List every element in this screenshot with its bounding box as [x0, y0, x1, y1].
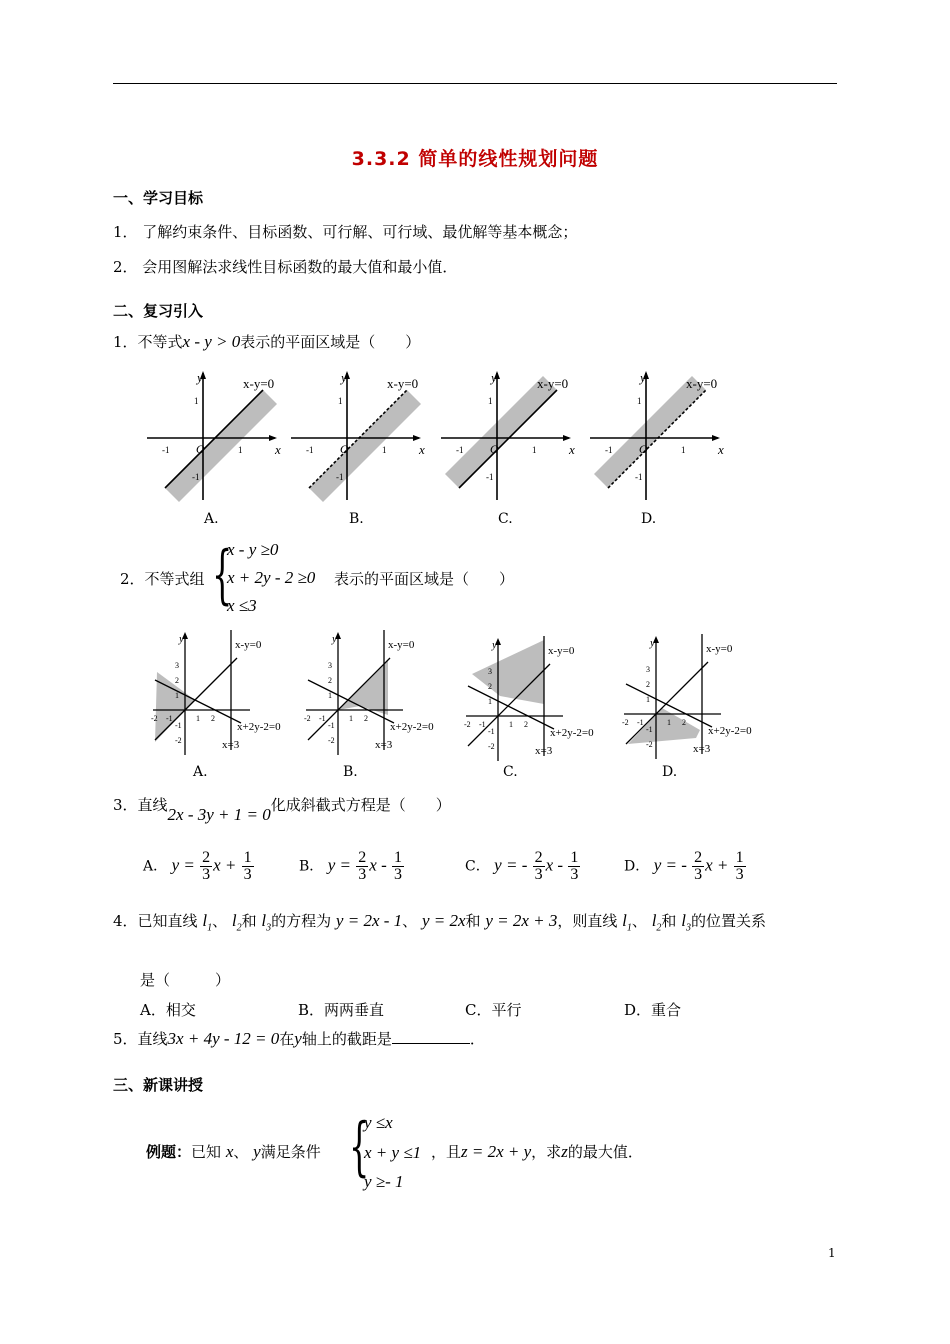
q1-math: x - y > 0	[182, 332, 241, 351]
page-title: 3.3.2 简单的线性规划问题	[351, 148, 599, 170]
q1-prefix: 1．不等式	[113, 333, 183, 351]
q3-intercept-denominator: 3	[735, 866, 744, 883]
q1-fig-3-shaded-region	[445, 376, 557, 488]
q2-fig-1-tick-y-2: 2	[175, 676, 179, 685]
example-end: 的最大值．	[567, 1143, 643, 1161]
q3-intercept	[242, 850, 254, 883]
example-z: z	[561, 1142, 568, 1161]
q3-suffix: 化成斜截式方程是（ ）	[270, 796, 451, 814]
q2-fig-4-tick-y-3: 1	[646, 695, 650, 704]
q2-fig-3-tick-y-3: 1	[488, 697, 492, 706]
q2-fig-1-tick-x-3: 1	[196, 714, 200, 723]
q3-option-lhs: y = -	[494, 855, 532, 875]
q3-math: 2x - 3y + 1 = 0	[167, 805, 271, 824]
q2-fig-4-tick-x-2: -1	[637, 718, 644, 727]
example-cond: 满足条件	[260, 1143, 321, 1161]
q4-eq2: y = 2x	[421, 911, 466, 930]
q3-option-lhs: y = -	[653, 855, 692, 875]
q3-slope-denominator: 3	[694, 866, 703, 883]
q4-post: ，则直线	[557, 912, 618, 930]
q2-fig-2-tick-y-3: 1	[328, 691, 332, 700]
q3-intercept-numerator: 1	[570, 849, 579, 866]
q2-fig-2-tick-y-5: -2	[328, 736, 335, 745]
q1-fig-3-tick-x-neg: -1	[456, 445, 464, 455]
q2-fig-1-tick-x-2: -1	[166, 714, 173, 723]
q3-option-d	[624, 850, 747, 883]
q3-slope-numerator: 2	[202, 849, 211, 866]
question-4	[113, 910, 766, 933]
q2-fig-1-label-x-minus-y: x-y=0	[235, 639, 262, 651]
example-pre: 已知	[191, 1143, 222, 1161]
q4-l3b: $l_3$	[681, 911, 691, 934]
q2-fig-2-tick-y-4: -1	[328, 721, 335, 730]
question-5	[113, 1028, 485, 1049]
header-rule	[113, 83, 837, 84]
q3-option-mid: x -	[545, 855, 568, 875]
q3-intercept	[568, 850, 580, 883]
q2-fig-3-tick-x-3: 1	[509, 720, 513, 729]
q3-intercept-denominator: 3	[243, 866, 252, 883]
q2-fig-2-tick-x-2: -1	[319, 714, 326, 723]
q1-fig-3-line-label: x-y=0	[537, 376, 569, 391]
q1-fig-2-tick-x-neg: -1	[306, 445, 314, 455]
q1-fig-3-x-label: x	[569, 442, 575, 457]
q4-option-b: B．两两垂直	[298, 1001, 385, 1019]
q1-fig-3-x-arrow	[563, 435, 571, 441]
q1-fig-3-origin-label: O	[490, 442, 499, 456]
q1-fig-2-origin-label: O	[340, 442, 349, 456]
q2-fig-2-label-x-minus-y: x-y=0	[388, 639, 415, 651]
q2-fig-4-tick-y-1: 3	[646, 665, 650, 674]
goal-item-1: 1． 了解约束条件、目标函数、可行解、可行域、最优解等基本概念；	[113, 223, 578, 241]
q2-fig-2-tick-x-3: 1	[349, 714, 353, 723]
example-tail	[431, 1141, 643, 1162]
q2-ineq-2: x + 2y - 2 ≥0	[227, 568, 316, 587]
q2-fig-2-label-x-eq-3: x=3	[375, 739, 393, 751]
q1-fig-4-x-arrow	[712, 435, 720, 441]
q1-fig-2-y-label: y	[341, 370, 347, 385]
q1-fig-4-shaded-region	[594, 376, 706, 488]
q1-fig-2-x-arrow	[413, 435, 421, 441]
q1-fig-2-tick-x-pos: 1	[382, 445, 387, 455]
q2-brace: {	[212, 538, 233, 612]
q2-fig-4-tick-x-1: -2	[622, 718, 629, 727]
example-objective: z = 2x + y	[461, 1142, 532, 1161]
q2-fig-1-label-x-plus-2y: x+2y-2=0	[237, 721, 281, 733]
q1-fig-1-shaded-region	[165, 390, 277, 502]
q2-fig-1-tick-x-4: 2	[211, 714, 215, 723]
q2-fig-4-y-label: y	[650, 637, 655, 649]
q2-suffix: 表示的平面区域是（ ）	[334, 570, 515, 588]
q4-option-c: C．平行	[465, 1001, 522, 1019]
q4-and-3: 和	[661, 912, 677, 930]
q3-slope	[200, 850, 212, 883]
q2-fig-1-tick-x-1: -2	[151, 714, 158, 723]
q2-fig-1-label-x-eq-3: x=3	[222, 739, 240, 751]
q3-intercept-numerator: 1	[243, 849, 252, 866]
q1-fig-2-tick-y-neg: -1	[336, 472, 344, 482]
q2-fig-4-tick-y-5: -2	[646, 740, 653, 749]
q1-fig-3-tick-y-neg: -1	[486, 472, 494, 482]
q3-slope	[356, 850, 368, 883]
q2-fig-3-tick-y-4: -1	[488, 727, 495, 736]
q2-fig-3-shaded-region	[472, 640, 544, 704]
q1-figures	[0, 360, 950, 530]
q2-fig-3-tick-y-5: -2	[488, 742, 495, 751]
q3-slope	[692, 850, 704, 883]
q4-sep: 、	[212, 912, 228, 930]
q1-fig-2-line-label: x-y=0	[387, 376, 419, 391]
q1-fig-4-origin-label: O	[639, 442, 648, 456]
q2-fig-2-label-x-plus-2y: x+2y-2=0	[390, 721, 434, 733]
q3-slope-numerator: 2	[358, 849, 367, 866]
q5-end: ．	[469, 1030, 485, 1048]
q2-fig-3-label-x-minus-y: x-y=0	[548, 645, 575, 657]
q1-fig-2-x-label: x	[419, 442, 425, 457]
example-cond-3: y ≥- 1	[364, 1172, 404, 1191]
q3-option-b	[299, 850, 405, 883]
example-label: 例题：	[146, 1143, 192, 1161]
q2-option-c: C.	[503, 764, 518, 780]
q3-option-label: C．	[465, 858, 495, 875]
q2-fig-3-tick-y-1: 3	[488, 667, 492, 676]
q2-fig-2-tick-y-2: 2	[328, 676, 332, 685]
q4-eq1: y = 2x - 1	[335, 911, 403, 930]
q1-fig-4-y-label: y	[640, 370, 646, 385]
q2-fig-3-tick-x-1: -2	[464, 720, 471, 729]
example-y: y	[253, 1142, 261, 1161]
q2-fig-2-tick-x-1: -2	[304, 714, 311, 723]
q3-option-label: A．	[143, 858, 172, 875]
q1-fig-4-tick-x-pos: 1	[681, 445, 686, 455]
q4-line2: 是（ ）	[140, 971, 231, 989]
q3-intercept-denominator: 3	[394, 866, 402, 883]
example-x: x	[225, 1142, 234, 1161]
q3-intercept-numerator: 1	[394, 849, 402, 866]
q1-fig-4-line-label: x-y=0	[686, 376, 718, 391]
q1-fig-1-tick-x-pos: 1	[238, 445, 243, 455]
q2-fig-1-y-label: y	[179, 633, 184, 645]
q4-eq3: y = 2x + 3	[485, 911, 558, 930]
q2-fig-3-tick-y-2: 2	[488, 682, 492, 691]
q2-fig-3-y-label: y	[492, 639, 497, 651]
example-mid: ，且	[431, 1143, 462, 1161]
q5-var: y	[294, 1029, 302, 1048]
q2-ineq-3: x ≤3	[227, 596, 257, 615]
q2-fig-2-tick-x-4: 2	[364, 714, 368, 723]
q1-fig-1-tick-y-neg: -1	[192, 472, 200, 482]
q4-prefix: 4．已知直线	[113, 912, 198, 930]
q1-fig-1-x-label: x	[275, 442, 281, 457]
q2-fig-3-label-x-eq-3: x=3	[535, 745, 553, 757]
q2-fig-2-y-label: y	[332, 633, 337, 645]
q1-fig-2-shaded-region	[309, 390, 421, 502]
q2-fig-4-tick-x-3: 1	[667, 718, 671, 727]
q1-suffix: 表示的平面区域是（ ）	[240, 333, 421, 351]
q1-fig-4-tick-x-neg: -1	[605, 445, 613, 455]
q3-option-a	[143, 850, 255, 883]
q2-fig-4-label-x-minus-y: x-y=0	[706, 643, 733, 655]
page-number: 1	[828, 1246, 836, 1260]
q2-fig-4-tick-y-4: -1	[646, 725, 653, 734]
q5-mid: 在	[279, 1030, 295, 1048]
q4-option-d: D．重合	[624, 1001, 682, 1019]
goal-item-2: 2． 会用图解法求线性目标函数的最大值和最小值．	[113, 258, 458, 276]
q2-fig-4-tick-x-4: 2	[682, 718, 686, 727]
q3-option-mid: x +	[213, 855, 241, 875]
q4-and: 和	[241, 912, 257, 930]
q3-option-lhs: y =	[327, 855, 356, 875]
q1-fig-1-origin-label: O	[196, 442, 205, 456]
q4-and-2: 和	[465, 912, 481, 930]
q2-fig-1-tick-y-1: 3	[175, 661, 179, 670]
q3-slope-denominator: 3	[358, 866, 367, 883]
q2-fig-1-tick-y-4: -1	[175, 721, 182, 730]
q4-sep-3: 、	[631, 912, 647, 930]
q2-option-d: D.	[662, 764, 678, 780]
q1-fig-1-tick-x-neg: -1	[162, 445, 170, 455]
q2-figures	[0, 628, 950, 763]
q1-fig-3-tick-x-pos: 1	[532, 445, 537, 455]
q3-slope-numerator: 2	[534, 849, 543, 866]
q3-slope-numerator: 2	[694, 849, 703, 866]
q4-l1b: $l_1$	[622, 911, 632, 934]
q4-sep-2: 、	[402, 912, 418, 930]
q2-fig-4-tick-y-2: 2	[646, 680, 650, 689]
q4-mid: 的方程为	[271, 912, 332, 930]
q2-option-a: A.	[193, 764, 208, 780]
q1-fig-1-y-label: y	[197, 370, 203, 385]
q3-intercept	[392, 850, 404, 883]
q1-option-a: A.	[204, 511, 219, 527]
q1-fig-4-tick-y-pos: 1	[637, 396, 642, 406]
section-heading-review: 二、复习引入	[113, 302, 204, 320]
q4-option-a: A．相交	[140, 1001, 196, 1019]
q1-fig-1-tick-y-pos: 1	[194, 396, 199, 406]
q2-ineq-1: x - y ≥0	[227, 540, 279, 559]
example-ask: ，求	[531, 1143, 562, 1161]
example-cond-2: x + y ≤1	[364, 1143, 422, 1162]
q3-slope	[533, 850, 545, 883]
q2-option-b: B.	[343, 764, 358, 780]
example-sep: 、	[233, 1143, 249, 1161]
q3-option-label: D．	[624, 858, 654, 875]
q2-prefix: 2．不等式组	[120, 570, 205, 588]
q1-fig-3-tick-y-pos: 1	[488, 396, 493, 406]
question-3	[113, 794, 451, 824]
q2-fig-4-label-x-eq-3: x=3	[693, 743, 711, 755]
q5-answer-blank[interactable]	[392, 1031, 470, 1044]
q1-fig-3-boundary-line	[459, 390, 557, 488]
q4-l2: $l_2$	[231, 911, 242, 934]
section-heading-new-lesson: 三、新课讲授	[113, 1076, 204, 1094]
q3-option-mid: x -	[369, 855, 391, 875]
q1-option-b: B.	[349, 511, 364, 527]
q4-end: 的位置关系	[690, 912, 766, 930]
q2-fig-3-tick-x-4: 2	[524, 720, 528, 729]
example-cond-1: y ≤x	[364, 1113, 393, 1132]
q5-suffix: 轴上的截距是	[301, 1030, 392, 1048]
q1-option-d: D.	[641, 511, 657, 527]
q3-prefix: 3．直线	[113, 796, 168, 814]
q1-fig-1-x-arrow	[269, 435, 277, 441]
q4-l2b: $l_2$	[651, 911, 662, 934]
q3-option-mid: x +	[705, 855, 733, 875]
q2-fig-2-tick-y-1: 3	[328, 661, 332, 670]
q1-fig-3-y-label: y	[491, 370, 497, 385]
q1-fig-2-tick-y-pos: 1	[338, 396, 343, 406]
q2-fig-4-label-x-plus-2y: x+2y-2=0	[708, 725, 752, 737]
q5-math: 3x + 4y - 12 = 0	[167, 1029, 280, 1048]
q3-slope-denominator: 3	[202, 866, 211, 883]
q1-option-c: C.	[498, 511, 513, 527]
q3-option-label: B．	[299, 858, 328, 875]
q3-option-c	[465, 850, 581, 883]
section-heading-goals: 一、学习目标	[113, 189, 204, 207]
q5-prefix: 5．直线	[113, 1030, 168, 1048]
question-1	[113, 331, 420, 352]
q4-l1: $l_1$	[202, 911, 213, 934]
q2-fig-3-label-x-plus-2y: x+2y-2=0	[550, 727, 594, 739]
q4-l3: $l_3$	[261, 911, 272, 934]
q1-fig-1-boundary-line	[165, 390, 263, 488]
q3-intercept-numerator: 1	[735, 849, 744, 866]
q2-fig-3-tick-x-2: -1	[479, 720, 486, 729]
q2-fig-1-tick-y-5: -2	[175, 736, 182, 745]
q1-fig-1-line-label: x-y=0	[243, 376, 275, 391]
q3-slope-denominator: 3	[534, 866, 543, 883]
example-intro	[146, 1141, 321, 1162]
q3-option-lhs: y =	[171, 855, 200, 875]
example-brace: {	[349, 1110, 370, 1184]
q3-intercept	[734, 850, 746, 883]
q1-fig-4-tick-y-neg: -1	[635, 472, 643, 482]
q2-fig-1-tick-y-3: 1	[175, 691, 179, 700]
q1-fig-4-x-label: x	[718, 442, 724, 457]
q3-intercept-denominator: 3	[570, 866, 579, 883]
